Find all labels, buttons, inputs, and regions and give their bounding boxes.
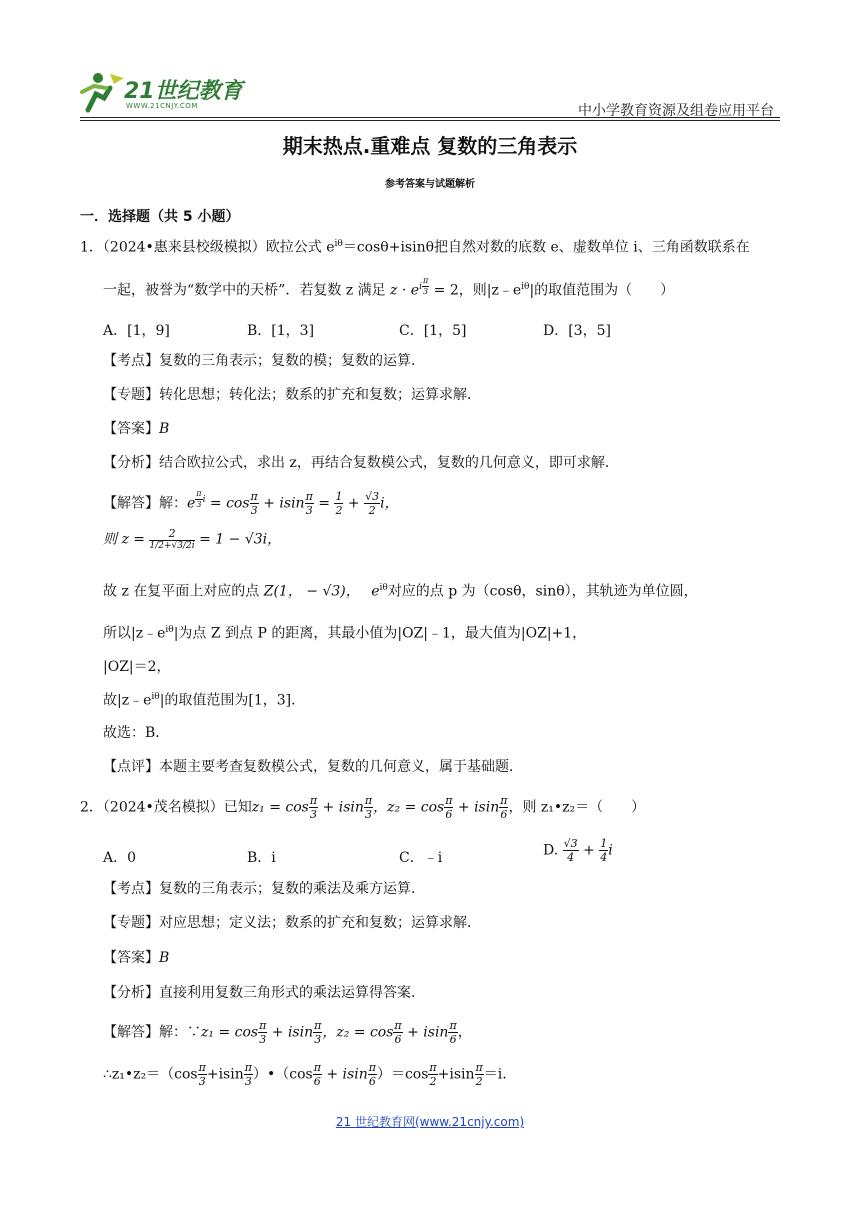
q1-choose-line: 故选：B．	[103, 725, 170, 741]
q1-stem-line1: 1．（2024•惠来县校级模拟）欧拉公式 $e^{i\theta}=\cos\theta+isin\theta$把自然对数的底数 e、虚数单位 i、三角函数联系在	[80, 239, 750, 256]
q1-fenxi: 【分析】结合欧拉公式，求出 z，再结合复数模公式，复数的几何意义，即可求解．	[103, 455, 619, 471]
platform-name: 中小学教育资源及组卷应用平台	[578, 103, 774, 119]
q2-option-c: C．﹣i	[399, 850, 443, 866]
q1-stem-line2: 一起，被誉为“数学中的天桥”．若复数 z 满足 $z \cdot e^{i \frac{\pi}{3}}$ = 2，则$|z﹣e^{i\theta}|$的取值范围为（ ）	[103, 276, 675, 299]
q2-answer: 【答案】B	[103, 950, 170, 966]
footer-link[interactable]: 21 世纪教育网(www.21cnjy.com)	[335, 1115, 525, 1129]
page-title: 期末热点.重难点 复数的三角表示	[282, 134, 578, 158]
site-logo	[80, 70, 250, 114]
q2-stem: 2．（2024•茂名模拟）已知z₁ = cos $\frac{\pi}{3}$ + isin $\frac{\pi}{3}$ ，z₂ = cos $\frac{\pi}{6}$ + isin $\frac{\pi}{6}$ ，则 z₁•z₂＝（ ）	[80, 794, 646, 821]
q1-jieda-line1: 【解答】解：e $^{\frac{\pi}{3} i}$ = cos $\frac{\pi}{3}$ + isin $\frac{\pi}{3}$ = $\frac{1}{2}$ + $\frac{√3}{2}$ i，	[103, 489, 399, 518]
q1-answer: 【答案】B	[103, 421, 170, 437]
q1-point-line: 故 z 在复平面上对应的点 Z(1， − √3)， $e^{i\theta}$对应的点 p 为（cosθ，sinθ），其轨迹为单位圆，	[103, 583, 698, 600]
q2-option-a: A．0	[103, 850, 137, 866]
header-rule	[80, 117, 780, 118]
q1-dianping: 【点评】本题主要考查复数模公式，复数的几何意义，属于基础题．	[103, 759, 523, 775]
q2-product: ∴z₁•z₂＝（cos $\frac{\pi}{3}$ +isin $\frac{\pi}{3}$ ）•（cos $\frac{\pi}{6}$ + isin $\frac{\pi}{6}$ ）＝cos $\frac{\pi}{2}$ +isin $\frac{\pi}{2}$ ＝i．	[103, 1061, 517, 1088]
header-rule-2	[80, 120, 780, 121]
q2-option-d: D. $\frac{√3}{4}$ + $\frac{1}{4}$ i	[543, 837, 613, 864]
q1-option-c: C．[1，5]	[399, 323, 467, 339]
q1-option-a: A．[1，9]	[103, 323, 170, 339]
q1-z-value: 则 z = $\frac{2}{1/2+√3/2i}$ = 1 − √3i，	[103, 527, 282, 551]
q2-jieda: 【解答】解：∵z₁ = cos $\frac{\pi}{3}$ + isin $\frac{\pi}{3}$ ，z₂ = cos $\frac{\pi}{6}$ + isin $\frac{\pi}{6}$ ，	[103, 1019, 472, 1046]
logo-url-text: WWW.21CNJY.COM	[126, 102, 198, 110]
q1-zhuanti: 【专题】转化思想；转化法；数系的扩充和复数；运算求解．	[103, 387, 481, 403]
q2-kaodian: 【考点】复数的三角表示；复数的乘法及乘方运算．	[103, 881, 425, 897]
q1-distance-line: 所以$|z﹣e^{i\theta}|$为点 Z 到点 P 的距离，其最小值为|OZ|﹣1，最大值为|OZ|+1，	[103, 625, 587, 642]
q1-range-line: 故$|z﹣e^{i\theta}|$的取值范围为[1，3]．	[103, 692, 306, 709]
q1-option-b: B．[1，3]	[247, 323, 315, 339]
logo-text: 21世纪教育	[124, 79, 243, 104]
q2-zhuanti: 【专题】对应思想；定义法；数系的扩充和复数；运算求解．	[103, 915, 481, 931]
section-heading: 一．选择题（共 5 小题）	[80, 209, 240, 225]
q2-fenxi: 【分析】直接利用复数三角形式的乘法运算得答案．	[103, 985, 425, 1001]
q2-option-b: B．i	[247, 850, 276, 866]
page-subtitle: 参考答案与试题解析	[385, 179, 475, 190]
q1-option-d: D．[3，5]	[543, 323, 611, 339]
q1-oz-line: |OZ|＝2，	[103, 659, 171, 675]
q1-kaodian: 【考点】复数的三角表示；复数的模；复数的运算．	[103, 353, 425, 369]
